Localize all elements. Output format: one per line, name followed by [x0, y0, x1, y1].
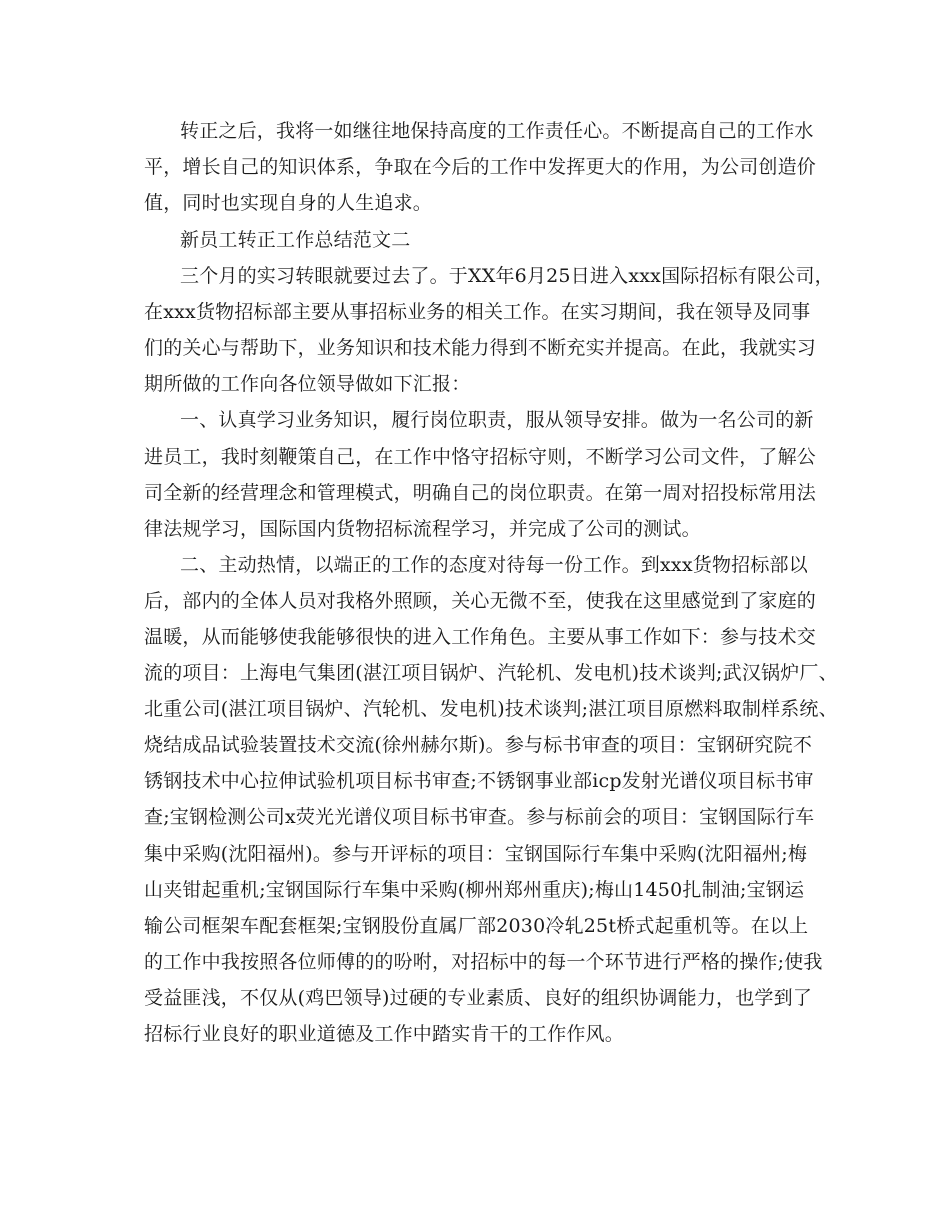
paragraph-2-line-2: 在xxx货物招标部主要从事招标业务的相关工作。在实习期间，我在领导及同事	[144, 301, 811, 323]
section-heading: 新员工转正工作总结范文二	[180, 229, 411, 251]
paragraph-3-line-2: 进员工，我时刻鞭策自己，在工作中恪守招标守则，不断学习公司文件，了解公	[144, 446, 817, 468]
paragraph-3-line-3: 司全新的经营理念和管理模式，明确自己的岗位职责。在第一周对招投标常用法	[144, 482, 817, 504]
paragraph-4-line-3: 温暖，从而能够使我能够很快的进入工作角色。主要从事工作如下：参与技术交	[144, 626, 817, 648]
paragraph-4-line-14: 招标行业良好的职业道德及工作中踏实肯干的工作作风。	[144, 1023, 625, 1045]
paragraph-4-line-1: 二、主动热情，以端正的工作的态度对待每一份工作。到xxx货物招标部以	[180, 554, 808, 576]
paragraph-4-line-7: 锈钢技术中心拉伸试验机项目标书审查;不锈钢事业部icp发射光谱仪项目标书审	[144, 770, 814, 792]
paragraph-4-line-13: 受益匪浅，不仅从(鸡巴领导)过硬的专业素质、良好的组织协调能力，也学到了	[144, 987, 813, 1009]
paragraph-3-line-4: 律法规学习，国际国内货物招标流程学习，并完成了公司的测试。	[144, 518, 701, 540]
paragraph-1-line-3: 值，同时也实现自身的人生追求。	[144, 192, 433, 214]
paragraph-1-line-1: 转正之后，我将一如继往地保持高度的工作责任心。不断提高自己的工作水	[180, 120, 814, 142]
paragraph-4-line-12: 的工作中我按照各位师傅的的吩咐，对招标中的每一个环节进行严格的操作;使我	[144, 951, 823, 973]
paragraph-2-line-4: 期所做的工作向各位领导做如下汇报：	[144, 373, 471, 395]
paragraph-1-line-2: 平，增长自己的知识体系，争取在今后的工作中发挥更大的作用，为公司创造价	[144, 156, 817, 178]
paragraph-4-line-8: 查;宝钢检测公司x荧光光谱仪项目标书审查。参与标前会的项目：宝钢国际行车	[144, 806, 815, 828]
paragraph-3-line-1: 一、认真学习业务知识，履行岗位职责，服从领导安排。做为一名公司的新	[180, 409, 814, 431]
paragraph-2-line-1: 三个月的实习转眼就要过去了。于XX年6月25日进入xxx国际招标有限公司，	[180, 265, 834, 287]
paragraph-4-line-11: 输公司框架车配套框架;宝钢股份直属厂部2030冷轧25t桥式起重机等。在以上	[144, 915, 809, 937]
paragraph-4-line-6: 烧结成品试验装置技术交流(徐州赫尔斯)。参与标书审查的项目：宝钢研究院不	[144, 734, 813, 756]
paragraph-2-line-3: 们的关心与帮助下，业务知识和技术能力得到不断充实并提高。在此，我就实习	[144, 337, 817, 359]
paragraph-4-line-10: 山夹钳起重机;宝钢国际行车集中采购(柳州郑州重庆);梅山1450扎制油;宝钢运	[144, 879, 805, 901]
paragraph-4-line-4: 流的项目：上海电气集团(湛江项目锅炉、汽轮机、发电机)技术谈判;武汉锅炉厂、	[144, 662, 838, 684]
paragraph-4-line-9: 集中采购(沈阳福州)。参与开评标的项目：宝钢国际行车集中采购(沈阳福州;梅	[144, 843, 808, 865]
paragraph-4-line-2: 后，部内的全体人员对我格外照顾，关心无微不至，使我在这里感觉到了家庭的	[144, 590, 817, 612]
paragraph-4-line-5: 北重公司(湛江项目锅炉、汽轮机、发电机)技术谈判;湛江项目原燃料取制样系统、	[144, 698, 838, 720]
